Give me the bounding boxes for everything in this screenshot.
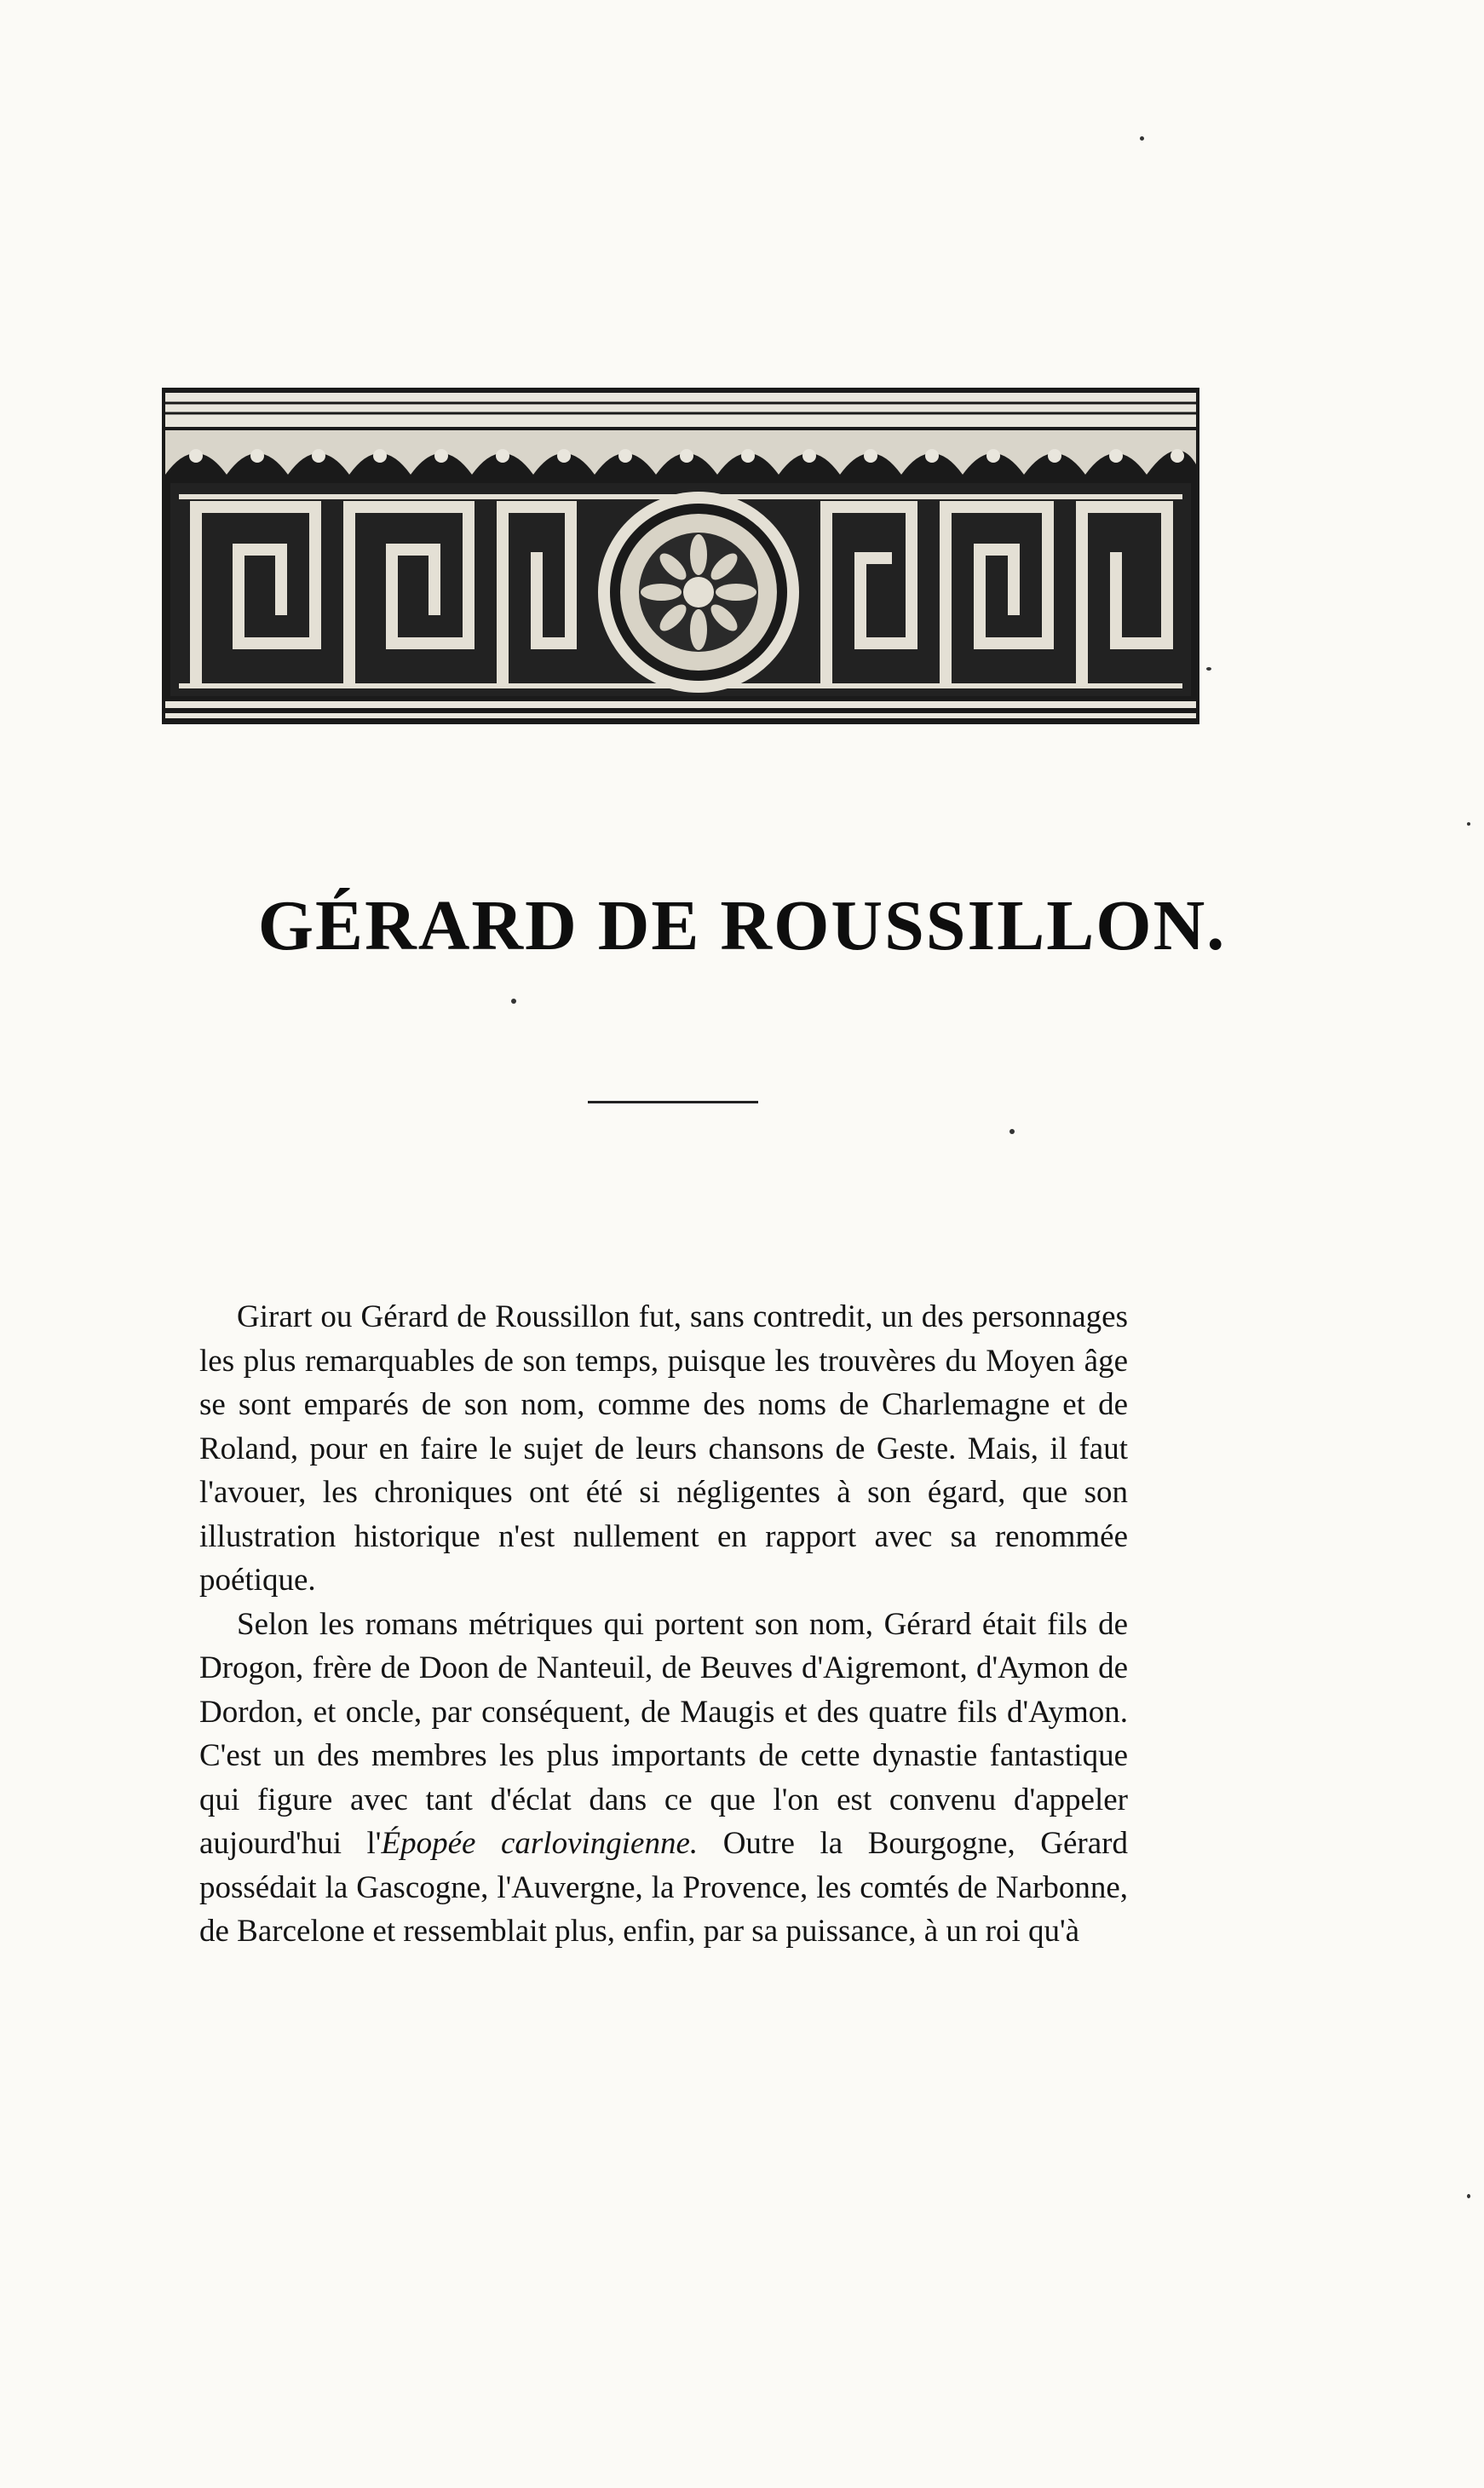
page-title: GÉRARD DE ROUSSILLON.	[257, 886, 1227, 965]
paragraph	[199, 1295, 1128, 1603]
paragraph-text: Outre la Bourgogne, Gérard possédait la Gascogne, l'Auvergne, la Provence, les comtés de Narbonne, de Barcelone et ressemblait plus, enfin, par sa puissance, à un roi qu'à	[199, 1826, 1128, 1949]
print-speck	[1467, 822, 1470, 826]
print-speck	[1140, 136, 1144, 141]
body-text	[199, 1295, 1128, 1954]
paragraph-text: Selon les romans métriques qui portent son nom, Gérard était fils de Drogon, frère de Doon de Nanteuil, de Beuves d'Aigremont, d'Aymon de Dordon, et oncle, par conséquent, de Maugis et des quatre fils d'Aymon. C'est un des membres les plus importants de cette dynastie fantastique qui figure avec tant d'éclat dans ce que l'on est convenu d'appeler aujourd'hui l'	[199, 1606, 1128, 1861]
print-speck	[1467, 2194, 1470, 2198]
print-speck	[511, 999, 516, 1004]
paragraph-text: Girart ou Gérard de Roussillon fut, sans contredit, un des personnages les plus remarquables de son temps, puisque les trouvères du Moyen âge se sont emparés de son nom, comme des noms de Charlemagne et de Roland, pour en faire le sujet de leurs chansons de Geste. Mais, il faut l'avouer, les chroniques ont été si négligentes à son égard, que son illustration historique n'est nullement en rapport avec sa renommée poétique.	[199, 1299, 1128, 1598]
print-speck	[1206, 667, 1211, 671]
ornament-frieze-icon	[162, 388, 1199, 724]
title-divider	[588, 1101, 758, 1103]
print-speck	[1009, 1129, 1015, 1134]
paragraph	[199, 1603, 1128, 1954]
paragraph-emphasis: Épopée carlovingienne.	[381, 1826, 699, 1861]
